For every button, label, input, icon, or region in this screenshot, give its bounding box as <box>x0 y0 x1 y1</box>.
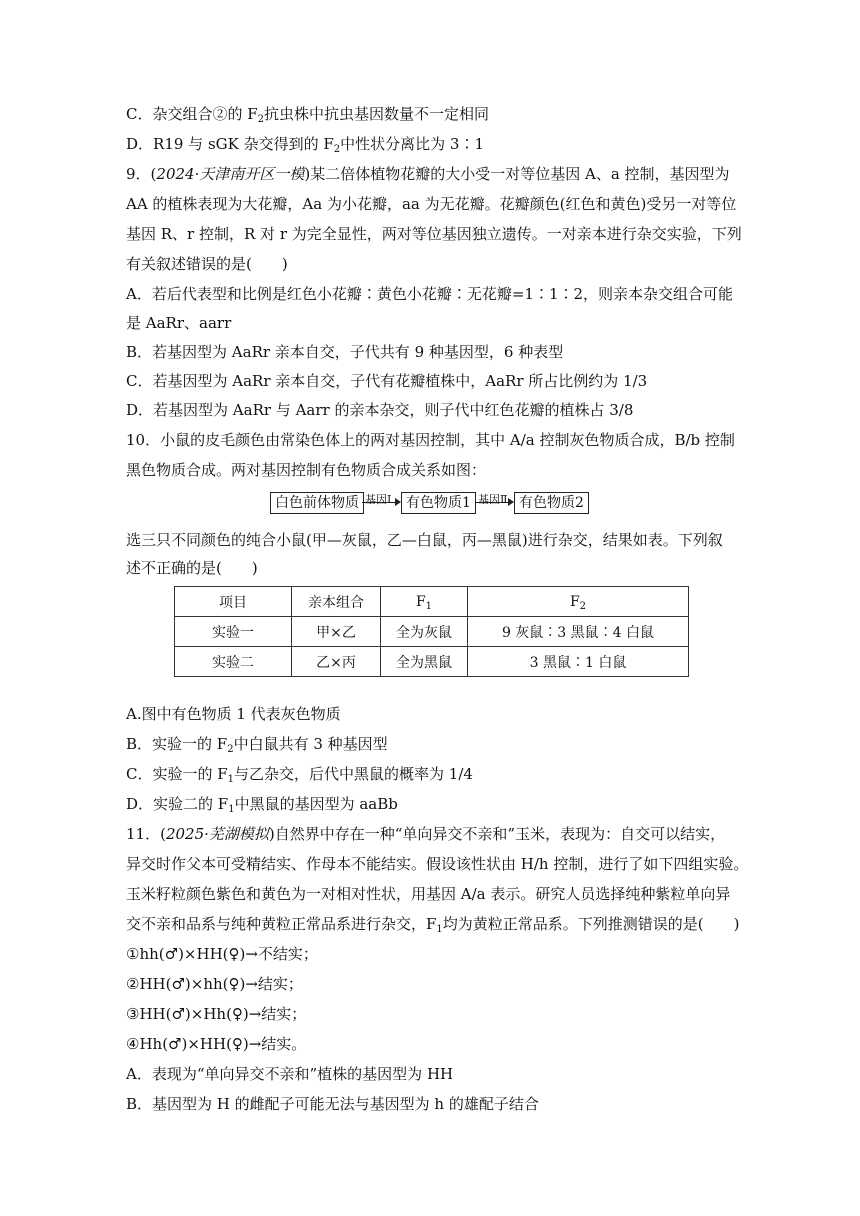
subscript: 2 <box>333 144 341 155</box>
q9-option-d: D．若基因型为 AaRr 与 Aarr 的亲本杂交，则子代中红色花瓣的植株占 3/8 <box>126 401 634 419</box>
q9-option-c: C．若基因型为 AaRr 亲本自交，子代有花瓣植株中，AaRr 所占比例约为 1/3 <box>126 372 648 390</box>
text: D．实验二的 F <box>126 795 229 813</box>
table-cell: 全为黑鼠 <box>381 647 468 677</box>
flow-box-colored-2: 有色物质2 <box>514 492 589 514</box>
subscript: 2 <box>257 114 265 125</box>
q11-stem-line-3: 玉米籽粒颜色紫色和黄色为一对相对性状，用基因 A/a 表示。研究人员选择纯种紫粒单向异 <box>126 885 731 903</box>
text: F <box>569 593 580 610</box>
header-cell: 项目 <box>175 587 292 617</box>
q11-stem-line-4 <box>126 914 740 934</box>
text: 中性状分离比为 3∶1 <box>340 135 485 153</box>
q9-option-b: B．若基因型为 AaRr 亲本自交，子代共有 9 种基因型，6 种表型 <box>126 343 564 361</box>
table-cell: 3 黑鼠∶1 白鼠 <box>468 647 689 677</box>
text: D．R19 与 sGK 杂交得到的 F <box>126 135 334 153</box>
q10-option-d <box>126 794 398 814</box>
flow-box-colored-1: 有色物质1 <box>401 492 476 514</box>
q8-option-d <box>126 134 484 154</box>
subscript: 2 <box>579 600 587 612</box>
subscript: 1 <box>227 774 235 785</box>
q10-stem-line-3: 选三只不同颜色的纯合小鼠(甲—灰鼠，乙—白鼠，丙—黑鼠)进行杂交，结果如表。下列叙 <box>126 531 723 549</box>
q11-experiment-3: ③HH(♂)×Hh(♀)→结实； <box>126 1005 307 1023</box>
text: )某二倍体植物花瓣的大小受一对等位基因 A、a 控制，基因型为 <box>304 165 730 183</box>
q9-stem-line-2: AA 的植株表现为大花瓣，Aa 为小花瓣，aa 为无花瓣。花瓣颜色(红色和黄色)受另一对等位 <box>126 195 737 213</box>
text: 11．( <box>126 825 166 843</box>
q9-stem-line-1 <box>126 164 730 184</box>
question-source: 2024·天津南开区一模 <box>156 165 305 183</box>
q11-option-a: A．表现为“单向异交不亲和”植株的基因型为 HH <box>126 1065 454 1083</box>
table-cell: 乙×丙 <box>292 647 381 677</box>
subscript: 1 <box>228 804 235 815</box>
text: )自然界中存在一种“单向异交不亲和”玉米，表现为：自交可以结实， <box>268 825 726 843</box>
q8-option-c <box>126 104 489 124</box>
q10-stem-line-4: 述不正确的是( ) <box>126 559 258 577</box>
q10-option-b <box>126 734 388 754</box>
q10-option-c <box>126 764 473 784</box>
text: 均为黄粒正常品系。下列推测错误的是( ) <box>442 915 740 933</box>
arrow-label: 基因Ⅱ <box>478 493 508 506</box>
text: 中白鼠共有 3 种基因型 <box>233 735 388 753</box>
q11-stem-line-2: 异交时作父本可受精结实、作母本不能结实。假设该性状由 H/h 控制，进行了如下四组实验。 <box>126 855 749 873</box>
table-cell: 9 灰鼠∶3 黑鼠∶4 白鼠 <box>468 617 689 647</box>
header-cell <box>468 587 689 617</box>
header-cell <box>381 587 468 617</box>
q10-stem-line-1: 10．小鼠的皮毛颜色由常染色体上的两对基因控制，其中 A/a 控制灰色物质合成，B/b 控制 <box>126 431 735 449</box>
table-header-row <box>175 587 689 617</box>
text: C．杂交组合②的 F <box>126 105 258 123</box>
table-cell: 实验二 <box>175 647 292 677</box>
q11-stem-line-1 <box>126 824 725 844</box>
text: 与乙杂交，后代中黑鼠的概率为 1/4 <box>234 765 473 783</box>
header-cell: 亲本组合 <box>292 587 381 617</box>
flow-box-precursor: 白色前体物质 <box>270 492 364 514</box>
table-cell: 实验一 <box>175 617 292 647</box>
q11-experiment-1: ①hh(♂)×HH(♀)→不结实； <box>126 945 318 963</box>
text: 9．( <box>126 165 157 183</box>
arrow-label: 基因Ⅰ <box>365 493 392 506</box>
results-table <box>174 586 689 677</box>
text: F <box>415 593 426 610</box>
subscript: 1 <box>425 600 433 612</box>
table-row <box>175 647 689 677</box>
question-source: 2025·芜湖模拟 <box>165 825 269 843</box>
subscript: 2 <box>227 744 234 755</box>
text: 交不亲和品系与纯种黄粒正常品系进行杂交，F <box>126 915 437 933</box>
q10-stem-line-2: 黑色物质合成。两对基因控制有色物质合成关系如图： <box>126 461 487 479</box>
q9-stem-line-4: 有关叙述错误的是( ) <box>126 255 288 273</box>
text: 中黑鼠的基因型为 aaBb <box>234 795 398 813</box>
flow-arrow-2 <box>475 493 513 506</box>
text: 抗虫株中抗虫基因数量不一定相同 <box>264 105 490 123</box>
table-row <box>175 617 689 647</box>
subscript: 1 <box>436 924 443 935</box>
q9-option-a-cont: 是 AaRr、aarr <box>126 314 232 332</box>
q11-experiment-4: ④Hh(♂)×HH(♀)→结实。 <box>126 1035 307 1053</box>
text: C．实验一的 F <box>126 765 228 783</box>
table-cell: 甲×乙 <box>292 617 381 647</box>
q9-stem-line-3: 基因 R、r 控制，R 对 r 为完全显性，两对等位基因独立遗传。一对亲本进行杂交实验，下列 <box>126 225 742 243</box>
q11-option-b: B．基因型为 H 的雌配子可能无法与基因型为 h 的雄配子结合 <box>126 1095 539 1113</box>
q10-option-a: A.图中有色物质 1 代表灰色物质 <box>126 705 341 723</box>
q9-option-a: A．若后代表型和比例是红色小花瓣∶黄色小花瓣∶无花瓣=1∶1∶2，则亲本杂交组合可能 <box>126 285 734 303</box>
text: B．实验一的 F <box>126 735 228 753</box>
q11-experiment-2: ②HH(♂)×hh(♀)→结实； <box>126 975 303 993</box>
table-cell: 全为灰鼠 <box>381 617 468 647</box>
flow-arrow-1 <box>362 493 400 506</box>
synthesis-flow-diagram <box>270 492 600 516</box>
